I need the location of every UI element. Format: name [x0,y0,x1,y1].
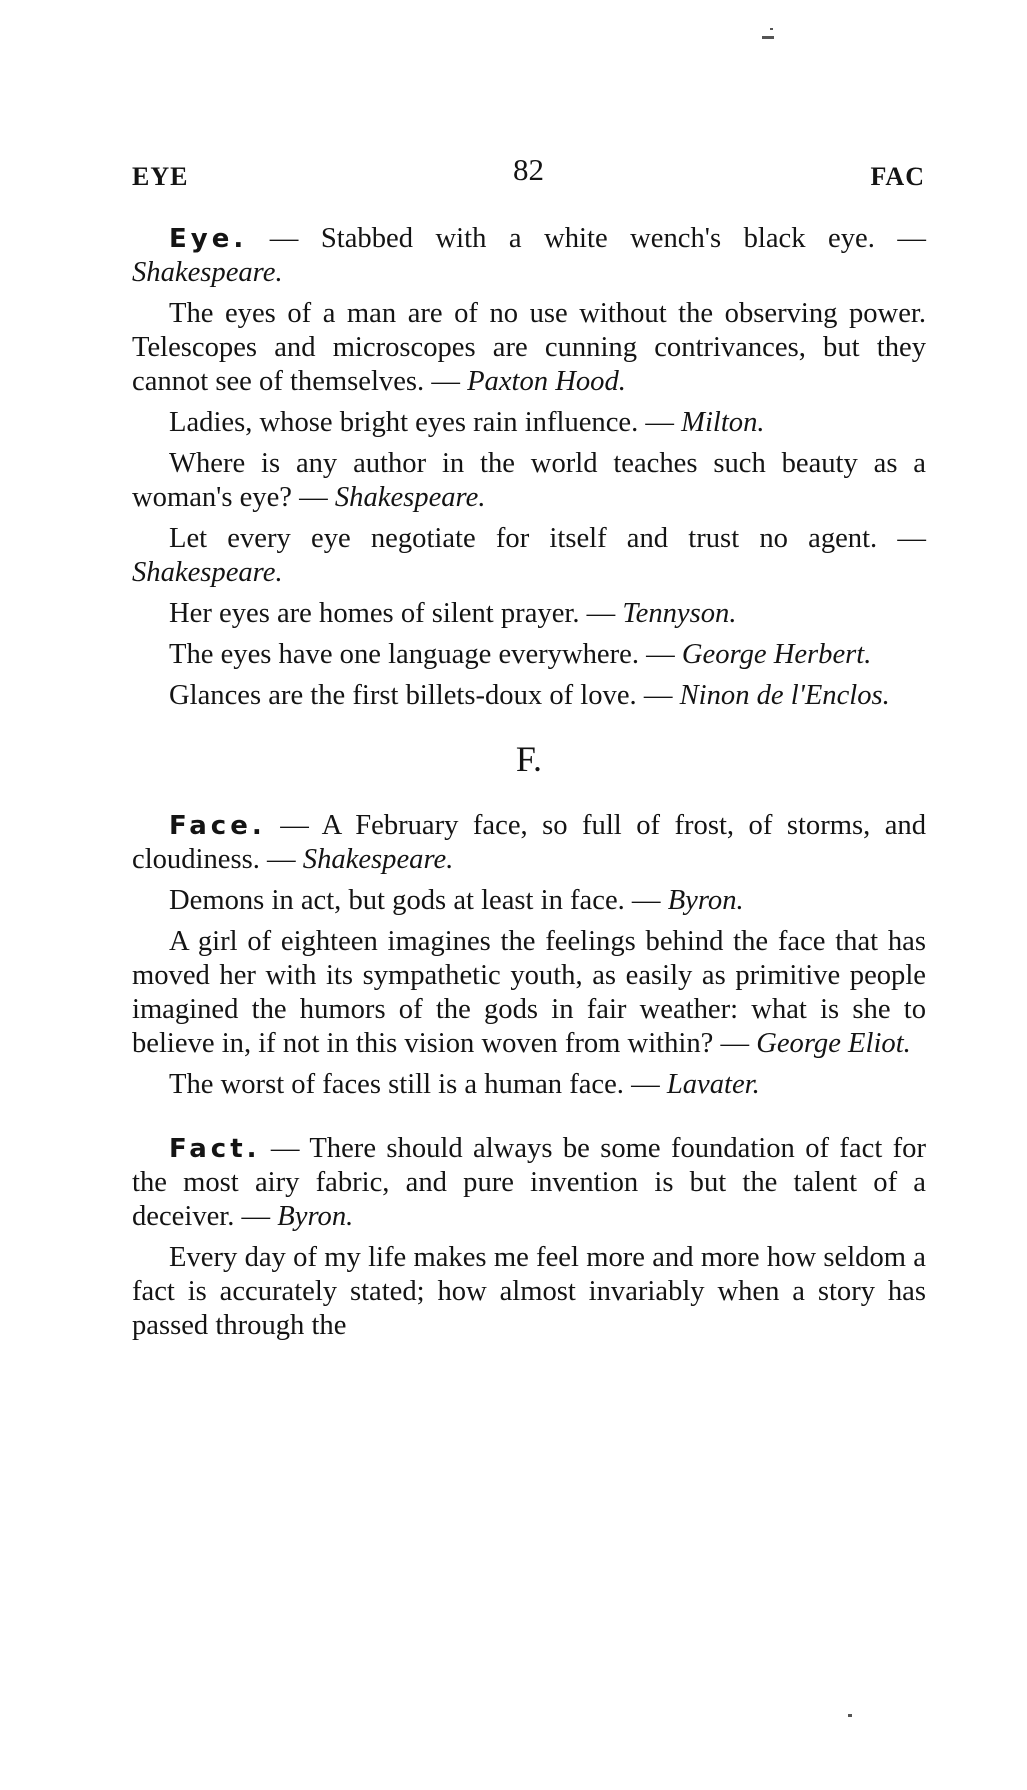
entry-eye-4 [132,447,926,515]
quote-text: Ladies, whose bright eyes rain influence. — [169,407,682,438]
entry-fact-1 [132,1132,926,1234]
quote-text: — There should always be some foundation of fact for the most airy fabric, and pure invention is but the talent of a deceiver. — [132,1133,926,1232]
author: Lavater. [666,1069,760,1100]
entry-face-3 [132,925,926,1061]
page-content [132,222,926,1350]
author: George Herbert. [681,639,872,670]
section-heading-f: F. [515,739,543,779]
author: George Eliot. [756,1028,911,1059]
quote-text: The worst of faces still is a human face. — [169,1069,667,1100]
specks-top [770,28,773,30]
author: Tennyson. [622,598,737,629]
author: Shakespeare. [334,482,486,513]
quote-text: Where is any author in the world teaches such beauty as a woman's eye? — [132,448,926,513]
author: Shakespeare. [132,257,283,288]
author: Shakespeare. [302,844,454,875]
quote-text: Demons in act, but gods at least in face. — [169,885,668,916]
author: Milton. [681,407,765,438]
quote-text: Her eyes are homes of silent prayer. — [169,598,623,629]
entry-face-2 [132,884,926,918]
author: Byron. [667,885,744,916]
entry-face-4 [132,1068,926,1102]
entry-eye-6 [132,597,926,631]
author: Byron. [277,1201,354,1232]
quote-text: The eyes have one language everywhere. — [169,639,682,670]
author: Shakespeare. [132,557,283,588]
quote-text: Let every eye negotiate for itself and trust no agent. — [169,523,926,554]
quote-text: — A February face, so full of frost, of storms, and cloudiness. — [132,810,926,875]
entry-eye-5 [132,522,926,590]
entry-eye-7 [132,638,926,672]
header-right-word: FAC [870,162,925,191]
author: Paxton Hood. [467,366,626,397]
entry-eye-3 [132,406,926,440]
page-number: 82 [513,152,544,187]
headword-fact: Fact. [169,1134,261,1164]
entry-face-1 [132,809,926,877]
headword-face: Face. [169,811,266,841]
quote-text: The eyes of a man are of no use without the observing power. Telescopes and microscopes are cunning contrivances, but they cannot see of themselves. — [132,298,926,397]
entry-eye-2 [132,297,926,399]
quote-text: Every day of my life makes me feel more and more how seldom a fact is accurately stated; how almost invariably when a story has passed through the [132,1242,926,1341]
headword-eye: Eye. [169,224,248,254]
header-left-word: EYE [132,162,189,191]
author: Ninon de l'Enclos. [679,680,890,711]
speck-bottom [848,1714,852,1717]
quote-text: — Stabbed with a white wench's black eye. — [247,223,926,254]
entry-fact-2 [132,1241,926,1343]
entry-eye-8 [132,679,926,713]
running-header [132,152,925,196]
entry-eye-1 [132,222,926,290]
quote-text: Glances are the first billets-doux of love. — [169,680,680,711]
speck-top-right [762,36,774,39]
quote-text: A girl of eighteen imagines the feelings behind the face that has moved her with its sympathetic youth, as easily as primitive people imagined the humors of the gods in fair weather: what is she to believe in, if not in this vision woven from within? — [132,926,926,1059]
